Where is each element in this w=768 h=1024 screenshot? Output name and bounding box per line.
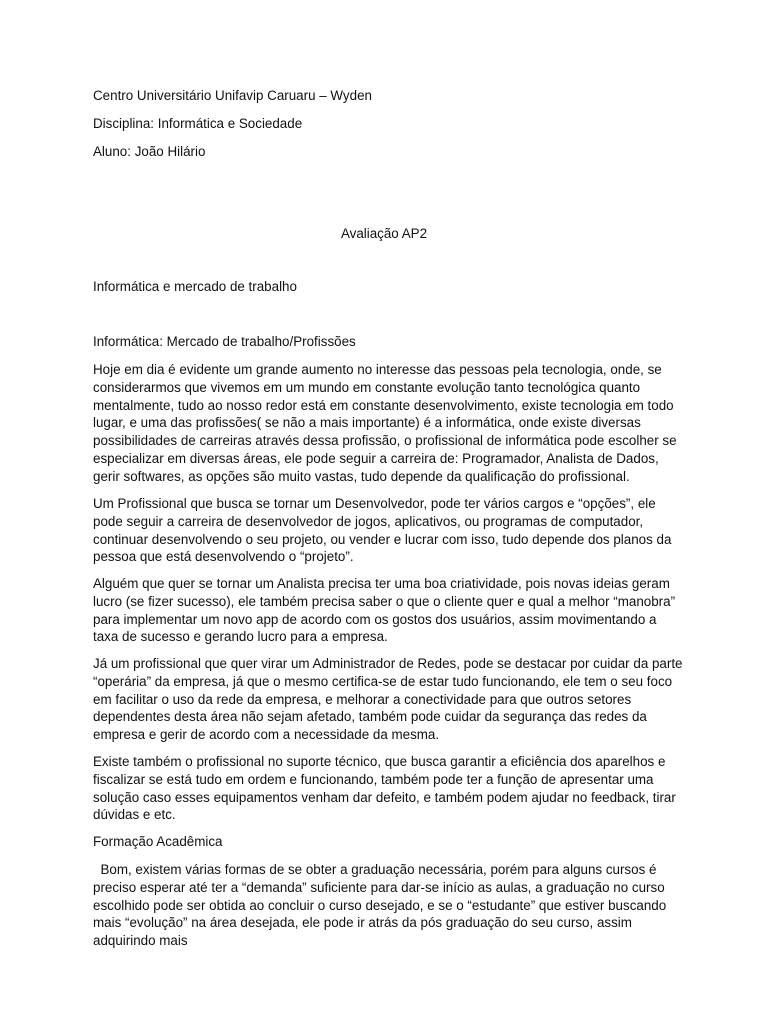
document-title: Avaliação AP2 (340, 226, 428, 241)
paragraph-analyst: Alguém que quer se tornar um Analista precisa ter uma boa criatividade, pois novas ideias geram lucro (se fizer sucesso), ele também precisa saber o que o cliente quer e qual a melhor “manobra” para implementar um novo app de acordo com os gostos dos usuários, assim movimentando a taxa de sucesso e gerando lucro para a empresa. (93, 576, 676, 645)
document-subtitle: Informática e mercado de trabalho (93, 279, 297, 294)
section2-heading: Formação Acadêmica (93, 834, 223, 849)
paragraph-network-admin: Já um profissional que quer virar um Administrador de Redes, pode se destacar por cuidar da parte “operária” da empresa, já que o mesmo certifica-se de estar tudo funcionando, ele tem o seu foco em facilitar o uso da rede da empresa, e melhorar a conectividade para que outros setores dependentes desta área não sejam afetado, também pode cuidar da segurança das redes da empresa e gerir de acordo com a necessidade da mesma. (93, 656, 683, 743)
institution-line: Centro Universitário Unifavip Caruaru – Wyden (93, 88, 372, 103)
paragraph-academic: Bom, existem várias formas de se obter a graduação necessária, porém para alguns cursos é preciso esperar até ter a “demanda” suficiente para dar-se início as aulas, a graduação no curso escolhido pode ser obtida ao concluir o curso desejado, e se o “estudante” que estiver buscando mais “evolução” na área desejada, ele pode ir atrás da pós graduação do seu curso, assim adquirindo mais (93, 862, 670, 949)
paragraph-intro: Hoje em dia é evidente um grande aumento no interesse das pessoas pela tecnologia, onde, se considerarmos que vivemos em um mundo em constante evolução tanto tecnológica quanto mentalmente, tudo ao nosso redor está em constante desenvolvimento, existe tecnologia em todo lugar, e uma das profissões( se não a mais importante) é a informática, onde existe diversas possibilidades de carreiras através dessa profissão, o profissional de informática pode escolher se especializar em diversas áreas, ele pode seguir a carreira de: Programador, Analista de Dados, gerir softwares, as opções são muito vastas, tudo depende da qualificação do profissional. (93, 362, 677, 484)
discipline-line: Disciplina: Informática e Sociedade (93, 116, 303, 131)
student-line: Aluno: João Hilário (93, 144, 206, 159)
paragraph-tech-support: Existe também o profissional no suporte técnico, que busca garantir a eficiência dos aparelhos e fiscalizar se está tudo em ordem e funcionando, também pode ter a função de apresentar uma solução caso esses equipamentos venham dar defeito, e também podem ajudar no feedback, tirar dúvidas e etc. (93, 754, 676, 823)
section-heading: Informática: Mercado de trabalho/Profissões (93, 334, 356, 349)
paragraph-developer: Um Profissional que busca se tornar um Desenvolvedor, pode ter vários cargos e “opções”, ele pode seguir a carreira de desenvolvedor de jogos, aplicativos, ou programas de computador, continuar desenvolvendo o seu projeto, ou vender e lucrar com isso, tudo depende dos planos da pessoa que está desenvolvendo o “projeto”. (93, 496, 672, 565)
